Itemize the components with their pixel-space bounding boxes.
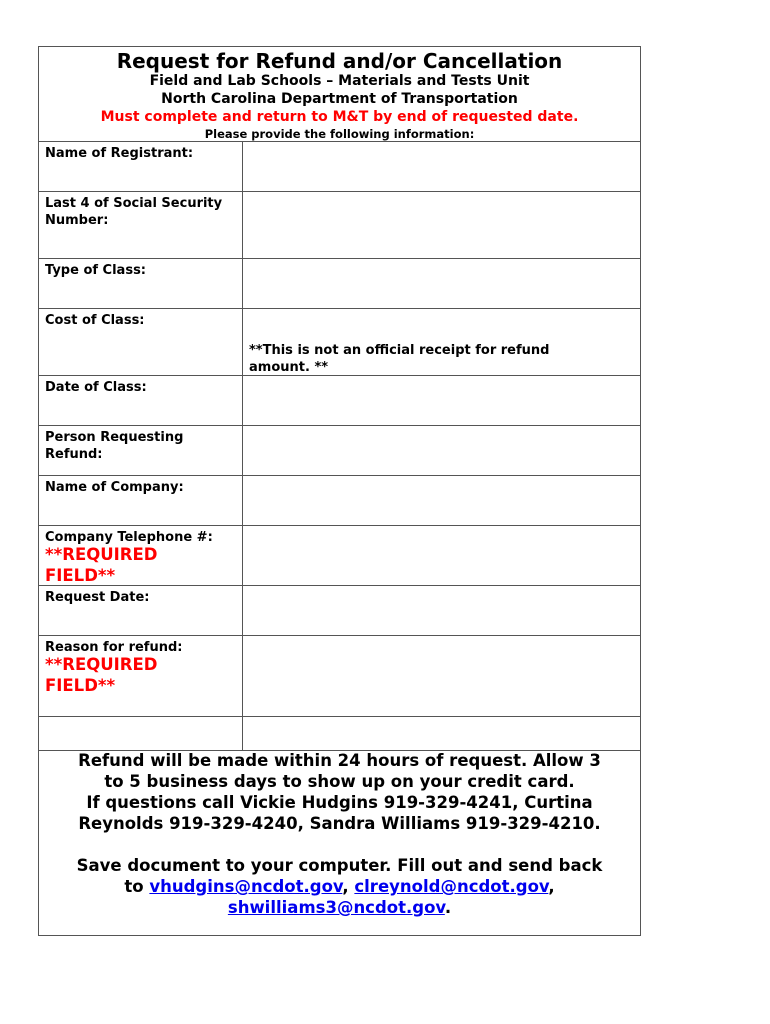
email-link-clreynold[interactable]: clreynold@ncdot.gov bbox=[354, 877, 549, 896]
footer-line5: Save document to your computer. Fill out and send back bbox=[76, 856, 603, 875]
refund-form bbox=[38, 46, 641, 936]
person-label-line2: Refund: bbox=[45, 447, 103, 462]
row-reason[interactable] bbox=[39, 635, 640, 716]
row-request-date[interactable] bbox=[39, 585, 640, 635]
row-registrant[interactable] bbox=[39, 141, 640, 191]
person-label-line1: Person Requesting bbox=[45, 430, 184, 445]
deadline-warning: Must complete and return to M&T by end of requested date. bbox=[100, 109, 579, 125]
row-cost[interactable] bbox=[39, 308, 640, 375]
email-link-vhudgins[interactable]: vhudgins@ncdot.gov bbox=[149, 877, 343, 896]
row-person[interactable] bbox=[39, 425, 640, 475]
period: . bbox=[444, 898, 452, 917]
class-type-label: Type of Class: bbox=[45, 263, 147, 278]
person-label bbox=[45, 429, 237, 463]
cost-label: Cost of Class: bbox=[45, 313, 145, 328]
reason-required-note bbox=[45, 654, 237, 696]
receipt-note bbox=[249, 342, 609, 376]
footer-line1: Refund will be made within 24 hours of request. Allow 3 bbox=[78, 751, 601, 770]
instruction-text: Please provide the following information: bbox=[204, 127, 475, 141]
required-line1: **REQUIRED bbox=[45, 655, 158, 674]
ssn-label-line2: Number: bbox=[45, 213, 109, 228]
form-header bbox=[39, 47, 640, 141]
reason-label: Reason for refund: bbox=[45, 640, 183, 655]
request-date-label: Request Date: bbox=[45, 590, 150, 605]
to-word: to bbox=[124, 877, 144, 896]
form-title: Request for Refund and/or Cancellation bbox=[116, 49, 563, 73]
footer-line3: If questions call Vickie Hudgins 919-329-4241, Curtina bbox=[86, 793, 593, 812]
receipt-note-line2: amount. ** bbox=[249, 360, 329, 375]
separator: , bbox=[342, 877, 349, 896]
registrant-label: Name of Registrant: bbox=[45, 146, 194, 161]
row-ssn[interactable] bbox=[39, 191, 640, 258]
department-name: North Carolina Department of Transportation bbox=[161, 91, 518, 107]
separator: , bbox=[548, 877, 555, 896]
required-line2: FIELD** bbox=[45, 676, 116, 695]
required-line1: **REQUIRED bbox=[45, 545, 158, 564]
footer-line2: to 5 business days to show up on your credit card. bbox=[104, 772, 575, 791]
ssn-label bbox=[45, 195, 237, 229]
row-telephone[interactable] bbox=[39, 525, 640, 585]
receipt-note-line1: **This is not an official receipt for refund bbox=[249, 343, 550, 358]
footer-notice bbox=[39, 750, 640, 918]
footer-line4: Reynolds 919-329-4240, Sandra Williams 919-329-4210. bbox=[78, 814, 601, 833]
row-blank[interactable] bbox=[39, 716, 640, 750]
company-label: Name of Company: bbox=[45, 480, 184, 495]
unit-name: Field and Lab Schools – Materials and Tests Unit bbox=[149, 73, 530, 89]
row-class-type[interactable] bbox=[39, 258, 640, 308]
footer-line7 bbox=[39, 897, 640, 918]
telephone-required-note bbox=[45, 544, 237, 586]
class-date-label: Date of Class: bbox=[45, 380, 147, 395]
row-class-date[interactable] bbox=[39, 375, 640, 425]
footer-line6 bbox=[39, 876, 640, 897]
required-line2: FIELD** bbox=[45, 566, 116, 585]
row-company[interactable] bbox=[39, 475, 640, 525]
ssn-label-line1: Last 4 of Social Security bbox=[45, 196, 223, 211]
email-link-shwilliams3[interactable]: shwilliams3@ncdot.gov bbox=[227, 898, 445, 917]
telephone-label: Company Telephone #: bbox=[45, 530, 213, 545]
